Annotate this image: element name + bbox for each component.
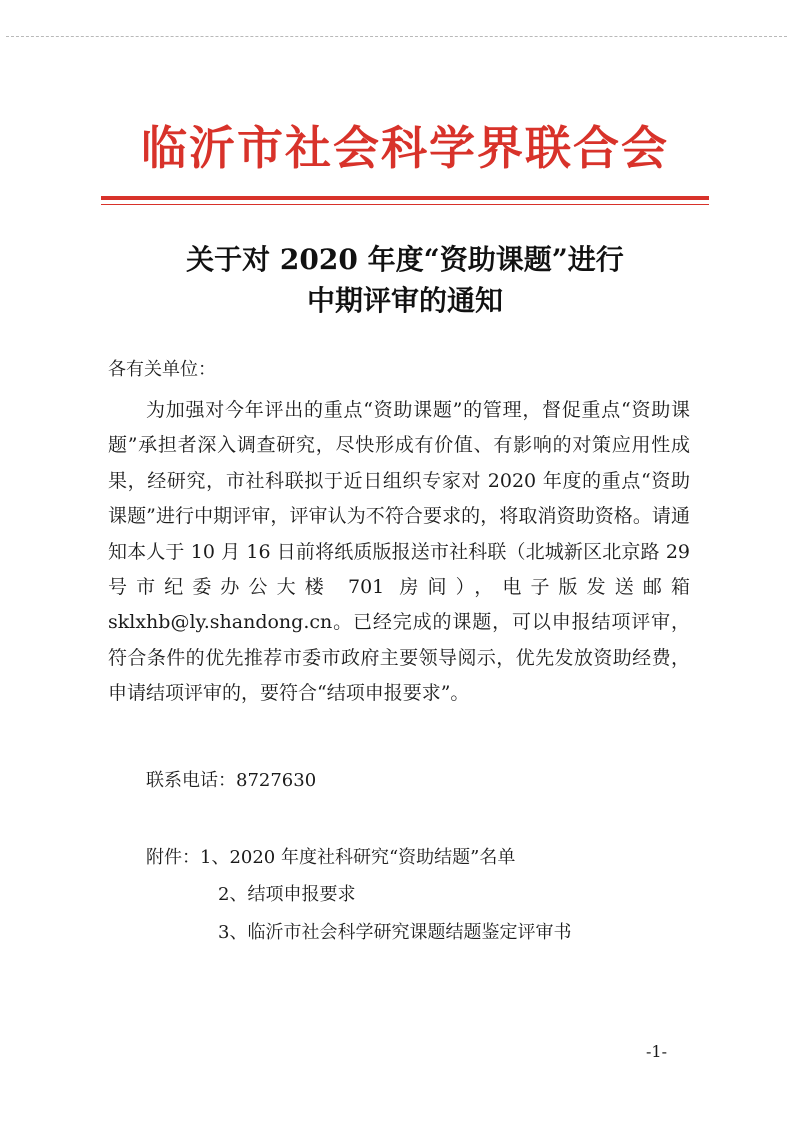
document-title-line-2: 中期评审的通知 — [306, 284, 503, 317]
salutation: 各有关单位： — [108, 359, 216, 380]
attachment-item-1: 附件：1、2020 年度社科研究“资助结题”名单 — [146, 847, 516, 868]
letterhead-red-rule-thin — [101, 204, 709, 205]
organization-letterhead: 临沂市社会科学界联合会 — [141, 121, 669, 175]
document-title-line-1: 关于对 2020 年度“资助课题”进行 — [186, 243, 624, 276]
contact-phone: 联系电话：8727630 — [146, 770, 317, 791]
page-number: -1- — [646, 1042, 667, 1061]
attachment-item-2: 2、结项申报要求 — [218, 884, 356, 905]
scan-edge-line — [6, 36, 787, 37]
letterhead-red-rule — [101, 196, 709, 200]
attachment-item-3: 3、临沂市社会科学研究课题结题鉴定评审书 — [218, 922, 572, 943]
notice-body-paragraph: 为加强对今年评出的重点“资助课题”的管理，督促重点“资助课题”承担者深入调查研究，尽快形成有价值、有影响的对策应用性成果，经研究，市社科联拟于近日组织专家对 2020 年度的重点“资助课题”进行中期评审，评审认为不符合要求的，将取消资助资格。请通知本人于 10 月 16 日前将纸质版报送市社科联（北城新区北京路 29 号市纪委办公大楼 701 房间），电子版发送邮箱 sklxhb@ly.shandong.cn。已经完成的课题，可以申报结项评审，符合条件的优先推荐市委市政府主要领导阅示，优先发放资助经费，申请结项评审的，要符合“结项申报要求”。 — [108, 399, 690, 705]
